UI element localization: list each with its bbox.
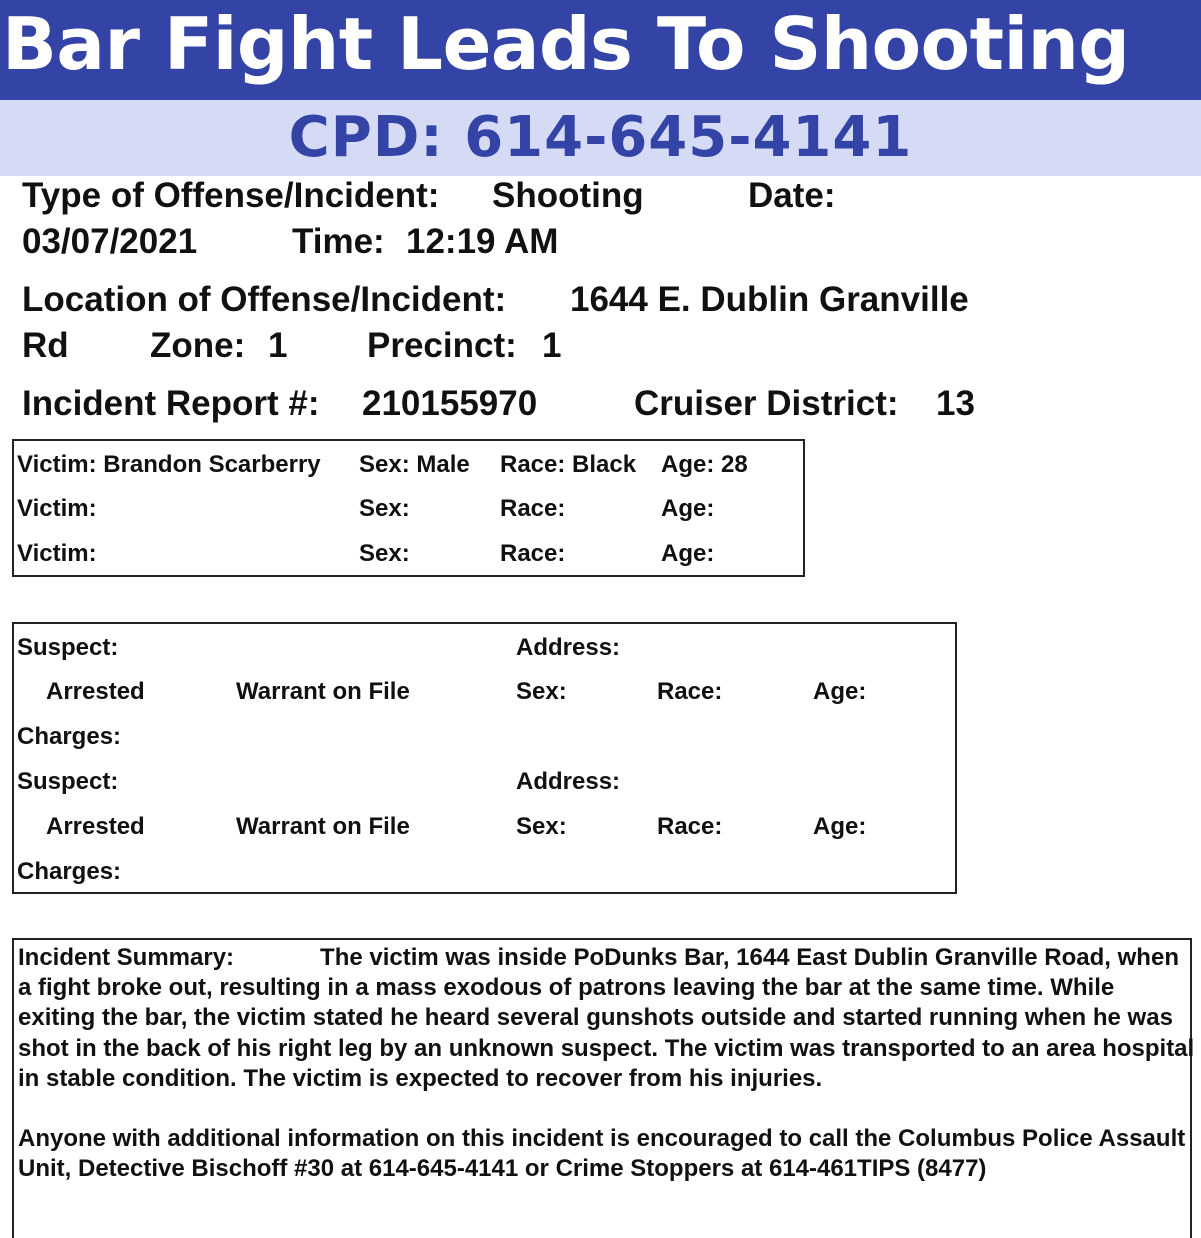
- date-label: Date:: [748, 176, 836, 215]
- suspect-age: Age:: [813, 813, 867, 840]
- charges-label: Charges:: [17, 723, 122, 750]
- zone-value: 1: [268, 326, 288, 365]
- date-time-line: [22, 222, 1192, 266]
- victim-name: Victim:: [17, 495, 97, 522]
- phone-banner: [0, 100, 1201, 176]
- charges-label: Charges:: [17, 858, 122, 885]
- district-label: Cruiser District:: [634, 384, 899, 423]
- victims-box: [12, 439, 805, 577]
- victim-race: Race:: [500, 540, 566, 567]
- contact-paragraph: Anyone with additional information on this incident is encouraged to call the Columbus Police Assault Unit, Detective Bischoff #30 at 614-645-4141 or Crime Stoppers at 614-461TIPS (8477): [18, 1125, 1186, 1183]
- arrested-label: Arrested: [46, 678, 145, 705]
- report-label: Incident Report #:: [22, 384, 320, 423]
- suspects-box: [12, 622, 957, 894]
- victim-name: Victim:: [17, 540, 97, 567]
- time-value: 12:19 AM: [406, 222, 559, 261]
- report-value: 210155970: [362, 384, 538, 423]
- suspect-race: Race:: [657, 678, 723, 705]
- summary-body: The victim was inside PoDunks Bar, 1644 East Dublin Granville Road, when a fight broke out, resulting in a mass exodous of patrons leaving the bar at the same time. While exiting the bar, the victim stated he heard several gunshots outside and started running when he was shot in the back of his right leg by an unknown suspect. The victim was transported to an area hospital in stable condition. The victim is expected to recover from his injuries.: [18, 944, 1195, 1092]
- offense-line: [22, 176, 1192, 220]
- page-title: Bar Fight Leads To Shooting: [2, 2, 1130, 86]
- location-line: [22, 280, 1192, 324]
- title-banner: [0, 0, 1201, 100]
- victim-age: Age: 28: [661, 451, 748, 478]
- zone-line: [22, 326, 1192, 370]
- precinct-value: 1: [542, 326, 562, 365]
- location-value: 1644 E. Dublin Granville: [570, 280, 969, 319]
- summary-text: [18, 943, 1198, 1184]
- offense-value: Shooting: [492, 176, 644, 215]
- victim-sex: Sex:: [359, 540, 410, 567]
- victim-sex: Sex:: [359, 495, 410, 522]
- summary-label: Incident Summary:: [18, 944, 235, 971]
- time-label: Time:: [292, 222, 385, 261]
- suspect-age: Age:: [813, 678, 867, 705]
- zone-label: Zone:: [150, 326, 246, 365]
- phone-line: CPD: 614-645-4141: [288, 105, 913, 170]
- suspect-sex: Sex:: [516, 813, 567, 840]
- suspect-label: Suspect:: [17, 768, 119, 795]
- victim-name: Victim: Brandon Scarberry: [17, 451, 321, 478]
- warrant-label: Warrant on File: [236, 813, 410, 840]
- victim-sex: Sex: Male: [359, 451, 470, 478]
- date-value: 03/07/2021: [22, 222, 198, 261]
- suspect-label: Suspect:: [17, 634, 119, 661]
- victim-race: Race: Black: [500, 451, 637, 478]
- offense-label: Type of Offense/Incident:: [22, 176, 440, 215]
- summary-box: [12, 938, 1195, 1238]
- suspect-race: Race:: [657, 813, 723, 840]
- district-value: 13: [936, 384, 975, 423]
- address-label: Address:: [516, 634, 621, 661]
- location-label: Location of Offense/Incident:: [22, 280, 507, 319]
- arrested-label: Arrested: [46, 813, 145, 840]
- precinct-label: Precinct:: [367, 326, 517, 365]
- victim-age: Age:: [661, 495, 715, 522]
- address-label: Address:: [516, 768, 621, 795]
- summary-paragraph: [18, 943, 1198, 1094]
- victim-age: Age:: [661, 540, 715, 567]
- victim-race: Race:: [500, 495, 566, 522]
- suspect-sex: Sex:: [516, 678, 567, 705]
- report-line: [22, 384, 1192, 428]
- warrant-label: Warrant on File: [236, 678, 410, 705]
- location-value-cont: Rd: [22, 326, 69, 365]
